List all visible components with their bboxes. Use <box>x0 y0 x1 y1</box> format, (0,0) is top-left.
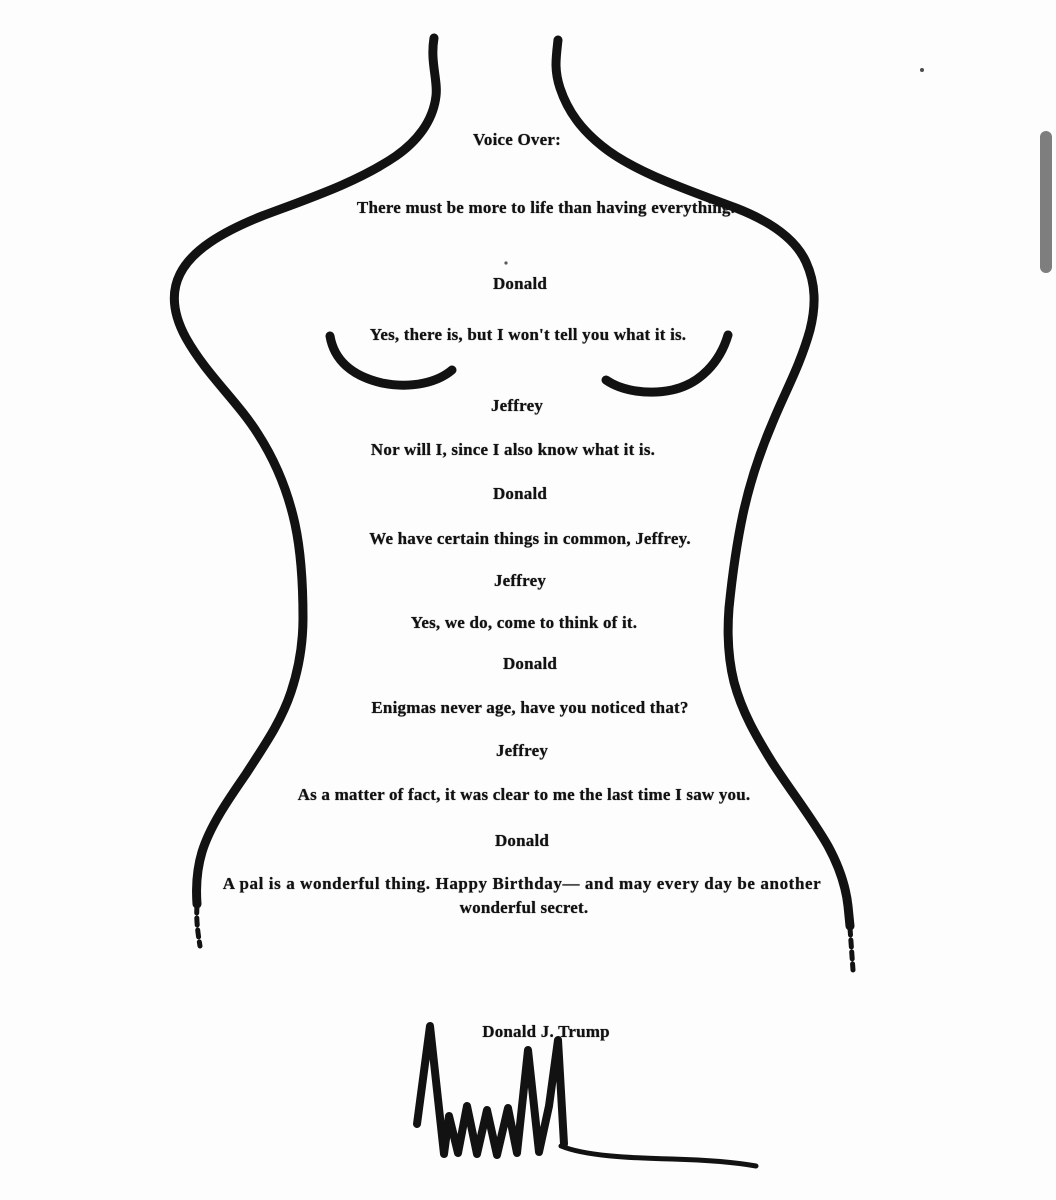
paper-speck <box>920 68 924 72</box>
voice-over-cue: Voice Over: <box>473 130 561 149</box>
speaker-cue-jeffrey: Jeffrey <box>493 571 547 590</box>
speaker-cue-donald: Donald <box>492 484 548 503</box>
paper-speck <box>504 261 507 264</box>
dialogue-line: As a matter of fact, it was clear to me the last time I saw you. <box>297 785 751 804</box>
speaker-cue-jeffrey: Jeffrey <box>490 396 544 415</box>
dialogue-line: There must be more to life than having everything. <box>356 198 736 217</box>
signature-zigzag <box>417 1026 564 1155</box>
dialogue-line: Yes, we do, come to think of it. <box>410 613 638 632</box>
dialogue-line: Yes, there is, but I won't tell you what it is. <box>369 325 687 344</box>
speaker-cue-jeffrey: Jeffrey <box>495 741 549 760</box>
speaker-cue-donald: Donald <box>492 274 548 293</box>
scrollbar-thumb[interactable] <box>1040 131 1052 273</box>
typed-signature-name: Donald J. Trump <box>482 1022 610 1041</box>
dialogue-line: Nor will I, since I also know what it is. <box>370 440 656 459</box>
dialogue-line: wonderful secret. <box>459 898 589 917</box>
torso-left-line <box>174 38 436 904</box>
speaker-cue-donald: Donald <box>502 654 558 673</box>
dialogue-line: Enigmas never age, have you noticed that? <box>371 698 689 717</box>
signature-tail <box>561 1146 756 1166</box>
signature-drawing <box>417 1026 756 1166</box>
torso-left-leg-end <box>197 906 200 946</box>
speaker-cue-donald: Donald <box>494 831 550 850</box>
dialogue-line: A pal is a wonderful thing. Happy Birthday— and may every day be another <box>222 874 822 893</box>
dialogue-line: We have certain things in common, Jeffrey. <box>369 529 691 548</box>
torso-right-leg-end <box>850 928 853 970</box>
